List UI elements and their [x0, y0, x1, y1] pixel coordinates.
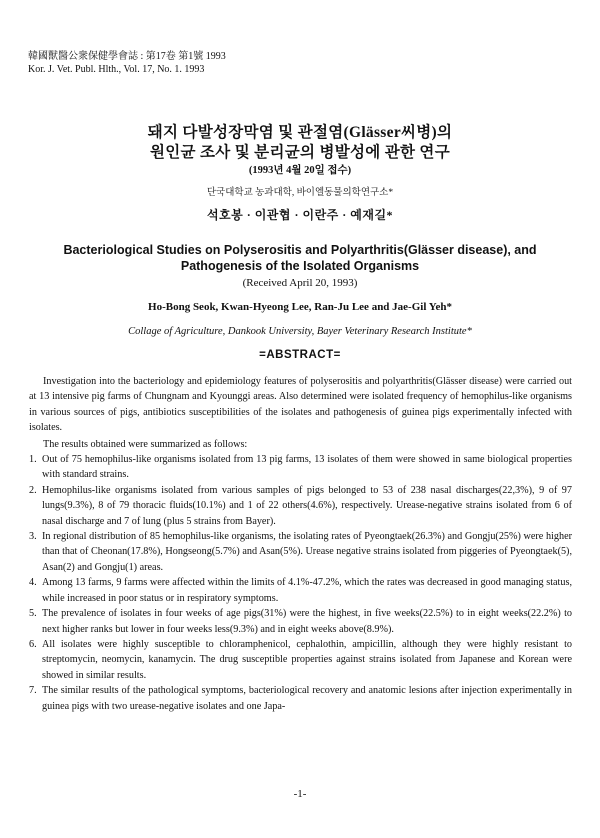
abstract-summary-lead: The results obtained were summarized as follows:	[43, 438, 248, 450]
english-affiliation: Collage of Agriculture, Dankook University, Bayer Veterinary Research Institute*	[128, 326, 472, 337]
page-number: -1-	[293, 788, 307, 800]
journal-header-korean: 韓國獸醫公衆保健學會誌 : 第17卷 第1號 1993	[28, 51, 226, 62]
korean-received-date: (1993년 4월 20일 접수)	[248, 165, 352, 176]
result-text: Out of 75 hemophilus-like organisms isolated from 13 pig farms, 13 isolates of them were showed in same biological properties with standard strains.	[42, 454, 572, 481]
result-number: 4.	[29, 577, 37, 589]
journal-header	[28, 50, 226, 76]
abstract-intro: Investigation into the bacteriology and epidemiology features of polyserositis and polyarthritis(Glässer disease) were carried out at 13 intensive pig farms of Chungnam and Kyounggi areas. Also determined were isolated frequency of hemophilus-like organisms in various sources of pigs, antibiotics susceptibilities of the isolates and pathogenesis of guinea pigs experimentally infected with isolates.	[29, 376, 572, 434]
korean-affiliation: 단국대학교 농과대학, 바이엘동물의학연구소*	[206, 188, 394, 198]
result-item	[29, 637, 572, 683]
result-item	[29, 683, 572, 714]
results-list	[29, 452, 572, 714]
result-text: All isolates were highly susceptible to chloramphenicol, cephalothin, ampicillin, although they were highly resistant to streptomycin, neomycin, kanamycin. The drug susceptible properties against strains isolated from Japanese and Korean were showed in similar results.	[42, 638, 572, 681]
result-number: 3.	[29, 531, 37, 543]
result-item	[29, 529, 572, 575]
english-title-line1: Bacteriological Studies on Polyserositis and Polyarthritis(Glässer disease), and	[63, 243, 537, 257]
korean-title-line1: 돼지 다발성장막염 및 관절염(Glässer씨병)의	[147, 124, 453, 141]
result-item	[29, 483, 572, 529]
result-text: The prevalence of isolates in four weeks of age pigs(31%) were the highest, in five weeks(22.5%) to in eight weeks(22.2%) to next higher ranks but lower in four weeks less(9.3%) and in eight weeks above(8.9%).	[42, 608, 572, 635]
korean-title-line2: 원인균 조사 및 분리균의 병발성에 관한 연구	[150, 144, 450, 161]
journal-header-english: Kor. J. Vet. Publ. Hlth., Vol. 17, No. 1. 1993	[28, 64, 205, 75]
abstract-body	[29, 374, 572, 714]
result-number: 7.	[29, 685, 37, 697]
result-number: 5.	[29, 608, 37, 620]
korean-authors: 석호봉 · 이관협 · 이란주 · 예재길*	[206, 208, 394, 222]
result-text: The similar results of the pathological symptoms, bacteriological recovery and anatomic lesions after injection experimentally in guinea pigs with two urease-negative isolates and one Japa-	[42, 685, 572, 712]
result-text: Hemophilus-like organisms isolated from various samples of pigs belonged to 53 of 238 nasal discharges(22,3%), 9 of 97 lungs(9.3%), 8 of 79 thoracic fluids(10.1%) and 1 of 22 others(4.6%), respectively. Urease-negative strains isolated from 6 of nasal discharge and 7 of lung (plus 5 strains from Bayer).	[42, 484, 572, 527]
result-number: 1.	[29, 454, 37, 466]
english-received-date: (Received April 20, 1993)	[242, 277, 358, 289]
result-item	[29, 575, 572, 606]
result-text: In regional distribution of 85 hemophilus-like organisms, the isolating rates of Pyeongtaek(26.3%) and Gongju(25%) were higher than that of Cheonan(17.8%), Hongseong(5.7%) and Asan(5%). Urease negative strains isolated from piggeries of Pyeongtaek(5), Asan(2) and Gongju(1) areas.	[42, 531, 572, 573]
english-title-line2: Pathogenesis of the Isolated Organisms	[180, 259, 420, 273]
english-authors: Ho-Bong Seok, Kwan-Hyeong Lee, Ran-Ju Lee and Jae-Gil Yeh*	[148, 301, 452, 313]
result-item	[29, 452, 572, 483]
result-number: 2.	[29, 484, 37, 496]
abstract-heading: =ABSTRACT=	[259, 349, 341, 361]
result-text: Among 13 farms, 9 farms were affected within the limits of 4.1%-47.2%, which the rates was decreased in good managing status, while increased in poor status or in respiratory symptoms.	[42, 577, 572, 604]
result-item	[29, 606, 572, 637]
result-number: 6.	[29, 638, 37, 650]
